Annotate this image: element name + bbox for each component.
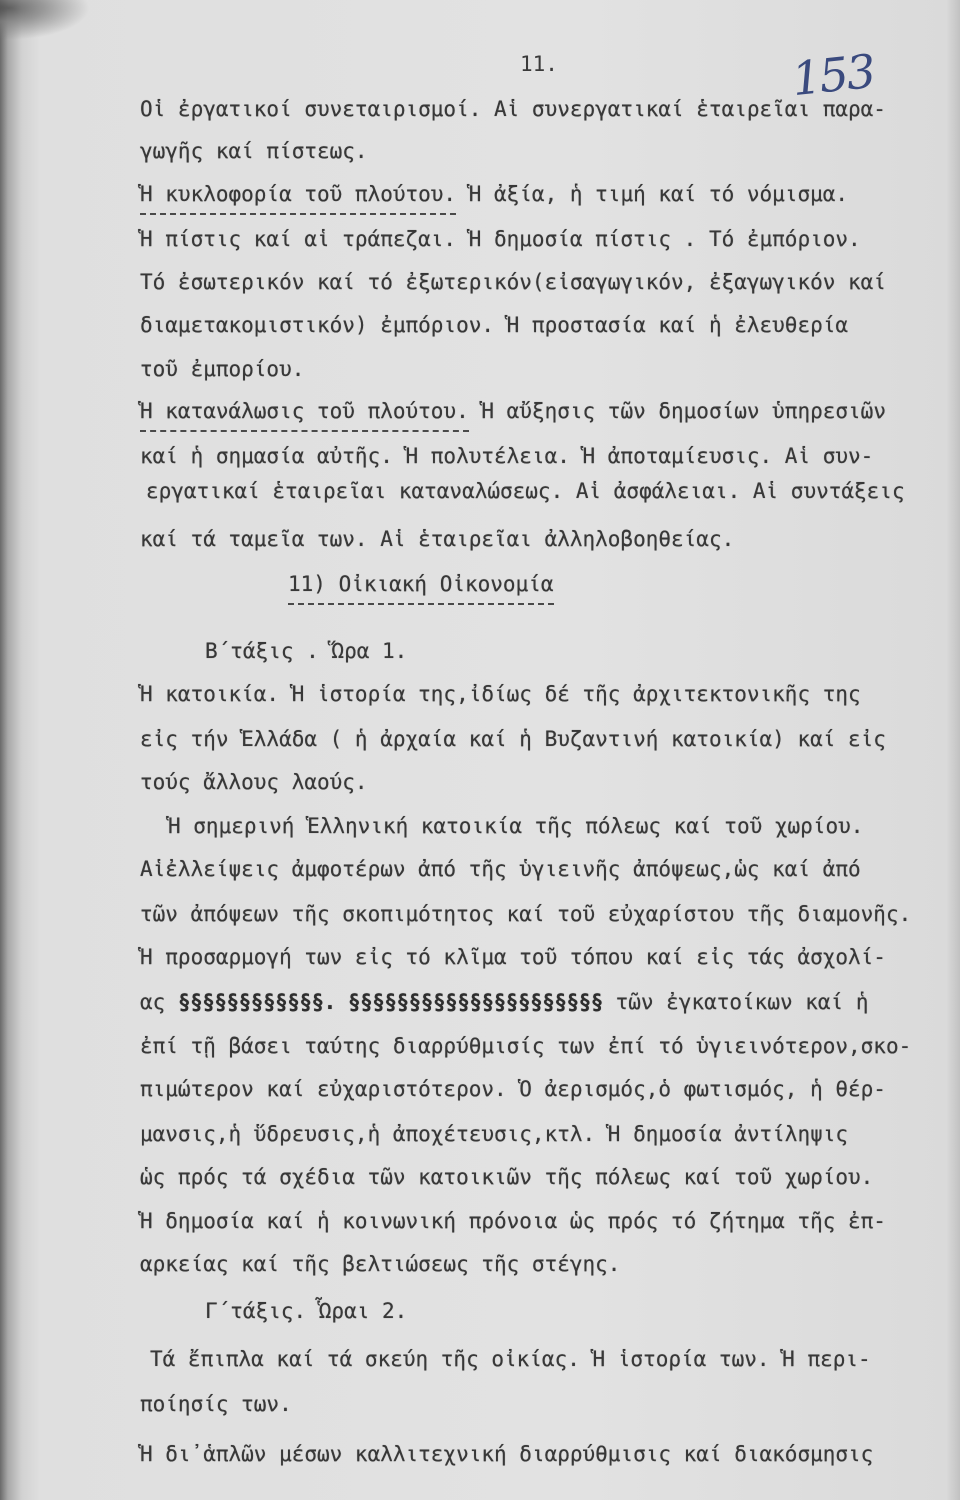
line-text: ἐπί τῇ βάσει ταύτης διαρρύθμισίς των ἐπί τό ὑγιεινότερον,σκο- xyxy=(140,1034,912,1058)
scan-right-edge xyxy=(946,0,960,1500)
line-text: καί τά ταμεῖα των. Αἱ ἑταιρεῖαι ἀλληλοβοηθείας. xyxy=(140,527,735,551)
scan-corner-shadow xyxy=(0,0,90,40)
line-text: καί ἡ σημασία αὐτῆς. Ἡ πολυτέλεια. Ἡ ἀποταμίευσις. Αἱ συν- xyxy=(140,444,874,468)
line-text: Ἡ κατοικία. Ἡ ἱστορία της,ἰδίως δέ τῆς ἀρχιτεκτονικῆς της xyxy=(140,682,861,706)
text-line xyxy=(140,1164,873,1190)
struck-out-text: §§§§§§§§§§§§. §§§§§§§§§§§§§§§§§§§§§ xyxy=(177,990,603,1014)
section-heading xyxy=(288,571,554,597)
text-line xyxy=(140,901,911,927)
text-line xyxy=(140,1441,873,1467)
line-text: εἰς τήν Ἑλλάδα ( ἡ ἀρχαία καί ἡ Βυζαντινή κατοικία) καί εἰς xyxy=(140,727,886,751)
line-text: Τό ἐσωτερικόν καί τό ἐξωτερικόν(εἰσαγωγικόν, ἐξαγωγικόν καί xyxy=(140,270,886,294)
text-line xyxy=(140,1208,886,1234)
line-text: ποίησίς των. xyxy=(140,1392,292,1416)
text-line xyxy=(140,681,861,707)
line-text: Τά ἔπιπλα καί τά σκεύη τῆς οἰκίας. Ἡ ἱστορία των. Ἡ περι- xyxy=(150,1347,871,1371)
text-line xyxy=(140,1251,620,1277)
line-text: Ἡ αὔξησις τῶν δημοσίων ὑπηρεσιῶν xyxy=(468,399,886,423)
line-text: Ἡ ἀξία, ἡ τιμή καί τό νόμισμα. xyxy=(456,182,849,206)
text-line xyxy=(140,856,861,882)
text-line xyxy=(140,312,848,338)
line-text: Ἡ πίστις καί αἱ τράπεζαι. Ἡ δημοσία πίστις . Τό ἐμπόριον. xyxy=(140,227,861,251)
line-text: Ἡ προσαρμογή των εἰς τό κλῖμα τοῦ τόπου καί εἰς τάς ἀσχολί- xyxy=(140,945,886,969)
text-line xyxy=(150,1346,871,1372)
line-text: τούς ἄλλους λαούς. xyxy=(140,770,368,794)
line-text: πιμώτερον καί εὐχαριστότερον. Ὁ ἀερισμός,ὁ φωτισμός, ἡ θέρ- xyxy=(140,1077,886,1101)
text-line xyxy=(140,1121,848,1147)
text-line xyxy=(140,769,368,795)
handwritten-folio-number: 153 xyxy=(789,43,877,107)
text-line xyxy=(140,526,734,552)
line-text: γωγῆς καί πίστεως. xyxy=(140,139,368,163)
line-text: μανσις,ἡ ὕδρευσις,ἡ ἀποχέτευσις,κτλ. Ἡ δημοσία ἀντίληψις xyxy=(140,1122,849,1146)
text-line xyxy=(140,443,873,469)
line-text: Ἡ σημερινή Ἑλληνική κατοικία τῆς πόλεως καί τοῦ χωρίου. xyxy=(168,814,864,838)
line-text: Γ΄τάξις. Ὧραι 2. xyxy=(205,1299,408,1323)
line-text: αρκείας καί τῆς βελτιώσεως τῆς στέγης. xyxy=(140,1252,621,1276)
line-text: Ἡ δι᾿ἁπλῶν μέσων καλλιτεχνική διαρρύθμισις καί διακόσμησις xyxy=(140,1442,874,1466)
text-line xyxy=(140,138,368,164)
text-line xyxy=(140,1076,886,1102)
line-text: ας xyxy=(140,990,178,1014)
text-line xyxy=(140,1033,911,1059)
class-hours-heading xyxy=(205,638,407,664)
page-number: 11. xyxy=(520,52,558,76)
section-heading-text: 11) Οἰκιακή Οἰκονομία xyxy=(288,572,554,605)
line-text: Οἱ ἐργατικοί συνεταιρισμοί. Αἱ συνεργατικαί ἑταιρεῖαι παρα- xyxy=(140,97,886,121)
text-line xyxy=(146,478,905,504)
text-line xyxy=(140,269,886,295)
line-text: διαμετακομιστικόν) ἐμπόριον. Ἡ προστασία καί ἡ ἐλευθερία xyxy=(140,313,849,337)
line-text: Αἱἐλλείψεις ἀμφοτέρων ἀπό τῆς ὑγιεινῆς ἀπόψεως,ὡς καί ἀπό xyxy=(140,857,861,881)
line-text: Β΄τάξις . Ὥρα 1. xyxy=(205,639,408,663)
text-line xyxy=(140,96,886,122)
text-line xyxy=(140,181,848,207)
line-text: Ἡ δημοσία καί ἡ κοινωνική πρόνοια ὡς πρός τό ζήτημα τῆς ἐπ- xyxy=(140,1209,886,1233)
line-text: τῶν ἐγκατοίκων καί ἡ xyxy=(602,990,869,1014)
underlined-topic: Ἡ κατανάλωσις τοῦ πλούτου. xyxy=(140,399,469,432)
text-line xyxy=(140,726,886,752)
line-text: ὡς πρός τά σχέδια τῶν κατοικιῶν τῆς πόλεως καί τοῦ χωρίου. xyxy=(140,1165,874,1189)
text-line xyxy=(140,944,886,970)
text-line xyxy=(140,226,861,252)
text-line xyxy=(168,813,863,839)
line-text: τῶν ἀπόψεων τῆς σκοπιμότητος καί τοῦ εὐχαρίστου τῆς διαμονῆς. xyxy=(140,902,912,926)
underlined-topic: Ἡ κυκλοφορία τοῦ πλούτου. xyxy=(140,182,456,215)
text-line xyxy=(140,398,886,424)
class-hours-heading xyxy=(205,1298,407,1324)
text-line xyxy=(140,989,868,1015)
line-text: εργατικαί ἑταιρεῖαι καταναλώσεως. Αἱ ἀσφάλειαι. Αἱ συντάξεις xyxy=(146,479,905,503)
line-text: τοῦ ἐμπορίου. xyxy=(140,357,305,381)
text-line xyxy=(140,1391,292,1417)
text-line xyxy=(140,356,304,382)
